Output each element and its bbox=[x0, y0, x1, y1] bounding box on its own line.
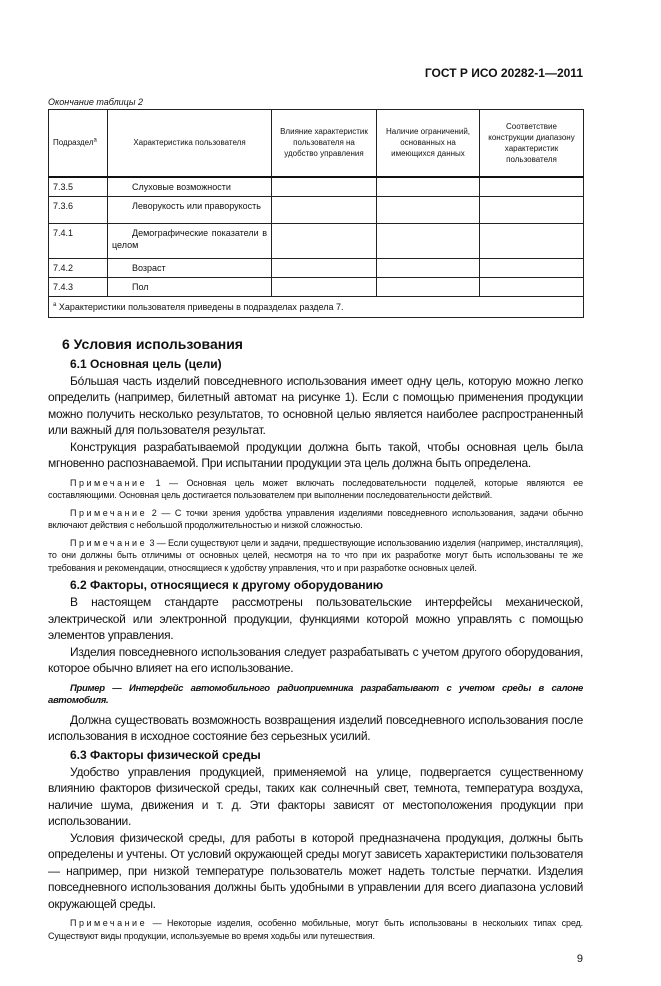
paragraph: Бóльшая часть изделий повседневного использования имеет одну цель, которую можно легко определить (например, билетный автомат на рисунке 1). Если с помощью применения продукции можно получить несколько результатов, то основной целью является наиболее распространенный или важный для пользователя результат. bbox=[48, 373, 583, 437]
cell-section: 7.4.1 bbox=[49, 223, 108, 258]
note-text: 1 — Основная цель может включать последовательности подцелей, которые являются ее составляющими. Основная цель достигается пользователем при выполнении последовательности действий. bbox=[48, 477, 583, 500]
cell-section: 7.4.3 bbox=[49, 277, 108, 296]
cell bbox=[377, 223, 480, 258]
column-header: Влияние характеристик пользователя на удобство управления bbox=[272, 110, 377, 177]
cell bbox=[272, 223, 377, 258]
section-title: 6 Условия использования bbox=[62, 335, 243, 352]
table-row bbox=[49, 277, 584, 296]
paragraph: Удобство управления продукцией, применяемой на улице, подвергается существенному влиянию факторов физической среды, таких как солнечный свет, темнота, температура воздуха, наличие шума, движения и т. д. Эти факторы зависят от местоположения продукции при использовании. bbox=[48, 764, 583, 828]
paragraph: Конструкция разрабатываемой продукции должна быть такой, чтобы основная цель была мгновенно распознаваемой. При испытании продукции эта цель должна быть определена. bbox=[48, 439, 583, 470]
cell-characteristic: Пол bbox=[108, 277, 272, 296]
footnote-mark: a bbox=[93, 137, 97, 144]
section-6-2 bbox=[48, 577, 583, 745]
cell bbox=[377, 258, 480, 277]
note-text: 2 — С точки зрения удобства управления изделиями повседневного использования, задачи обычно включают действия с небольшой продолжительностью и низкой сложностью. bbox=[48, 507, 583, 530]
footnote-mark: a bbox=[53, 301, 57, 308]
section-6 bbox=[48, 335, 583, 575]
table-footnote bbox=[49, 296, 584, 317]
paragraph: Условия физической среды, для работы в которой предназначена продукция, должны быть определены и учтены. От условий окружающей среды могут зависеть характеристики пользователя — например, при низкой температуре пользователь может надеть толстые перчатки. Изделия повседневного использования должны быть удобными в управлении для всего диапазона условий окружающей среды. bbox=[48, 830, 583, 911]
note bbox=[48, 537, 583, 575]
subsection-title: 6.1 Основная цель (цели) bbox=[70, 356, 222, 371]
column-header: Характеристика пользователя bbox=[108, 110, 272, 177]
cell-characteristic: Демографические показатели в целом bbox=[108, 223, 272, 258]
note-label: Примечание bbox=[70, 507, 148, 518]
cell bbox=[480, 258, 584, 277]
note-label: Примечание bbox=[70, 918, 148, 928]
cell-section: 7.3.6 bbox=[49, 196, 108, 223]
note-text: 3 — Если существуют цели и задачи, предшествующие использованию изделия (например, инсталляция), то они должны быть отличимы от основных целей, несмотря на то что при их разработке могут быть использованы те же требования и рекомендации, относящиеся к удобству управления, что и при разработке основных целей. bbox=[48, 537, 583, 573]
subsection-title: 6.3 Факторы физической среды bbox=[70, 747, 261, 762]
cell bbox=[480, 223, 584, 258]
table-header-row bbox=[49, 110, 584, 177]
column-header: Наличие ограничений, основанных на имеющихся данных bbox=[377, 110, 480, 177]
table-row bbox=[49, 196, 584, 223]
cell bbox=[272, 196, 377, 223]
column-header-label: Подраздел bbox=[53, 138, 94, 148]
cell-characteristic: Возраст bbox=[108, 258, 272, 277]
cell bbox=[480, 196, 584, 223]
note bbox=[48, 507, 583, 532]
cell bbox=[272, 177, 377, 197]
footnote-text: Характеристики пользователя приведены в подразделах раздела 7. bbox=[56, 301, 344, 312]
cell-characteristic: Слуховые возможности bbox=[108, 177, 272, 197]
paragraph: Должна существовать возможность возвращения изделий повседневного использования после использования в исходное состояние без серьезных усилий. bbox=[48, 712, 583, 743]
cell-section: 7.3.5 bbox=[49, 177, 108, 197]
user-characteristics-table bbox=[48, 109, 584, 318]
cell bbox=[377, 177, 480, 197]
note bbox=[48, 917, 583, 942]
table-caption: Окончание таблицы 2 bbox=[48, 97, 143, 107]
table-row bbox=[49, 177, 584, 197]
paragraph: Изделия повседневного использования следует разрабатывать с учетом другого оборудования, которое обычно влияет на его использование. bbox=[48, 644, 583, 675]
cell bbox=[377, 196, 480, 223]
table-row bbox=[49, 258, 584, 277]
section-6-3 bbox=[48, 747, 583, 943]
column-header bbox=[49, 110, 108, 177]
note-label: Примечание bbox=[70, 477, 148, 488]
cell bbox=[272, 277, 377, 296]
cell bbox=[377, 277, 480, 296]
column-header: Соответствие конструкции диапазону характеристик пользователя bbox=[480, 110, 584, 177]
note-text: — Некоторые изделия, особенно мобильные, могут быть использованы в нескольких типах сред. Существуют виды продукции, используемые во время ходьбы или путешествия. bbox=[48, 918, 583, 941]
paragraph: В настоящем стандарте рассмотрены пользовательские интерфейсы механической, электрической или электронной продукции, функциями которой можно управлять с помощью элементов управления. bbox=[48, 595, 583, 642]
cell bbox=[480, 277, 584, 296]
document-id-header: ГОСТ Р ИСО 20282-1—2011 bbox=[424, 66, 583, 80]
cell-section: 7.4.2 bbox=[49, 258, 108, 277]
cell bbox=[272, 258, 377, 277]
table-footnote-row bbox=[49, 296, 584, 317]
note-label: Примечание bbox=[70, 537, 148, 548]
subsection-title: 6.2 Факторы, относящиеся к другому оборудованию bbox=[70, 578, 384, 592]
example: Пример — Интерфейс автомобильного радиоприемника разрабатывают с учетом среды в салоне автомобиля. bbox=[48, 682, 583, 706]
note bbox=[48, 477, 583, 502]
cell bbox=[480, 177, 584, 197]
cell-characteristic: Леворукость или праворукость bbox=[108, 196, 272, 223]
page-number: 9 bbox=[576, 953, 583, 965]
table-row bbox=[49, 223, 584, 258]
